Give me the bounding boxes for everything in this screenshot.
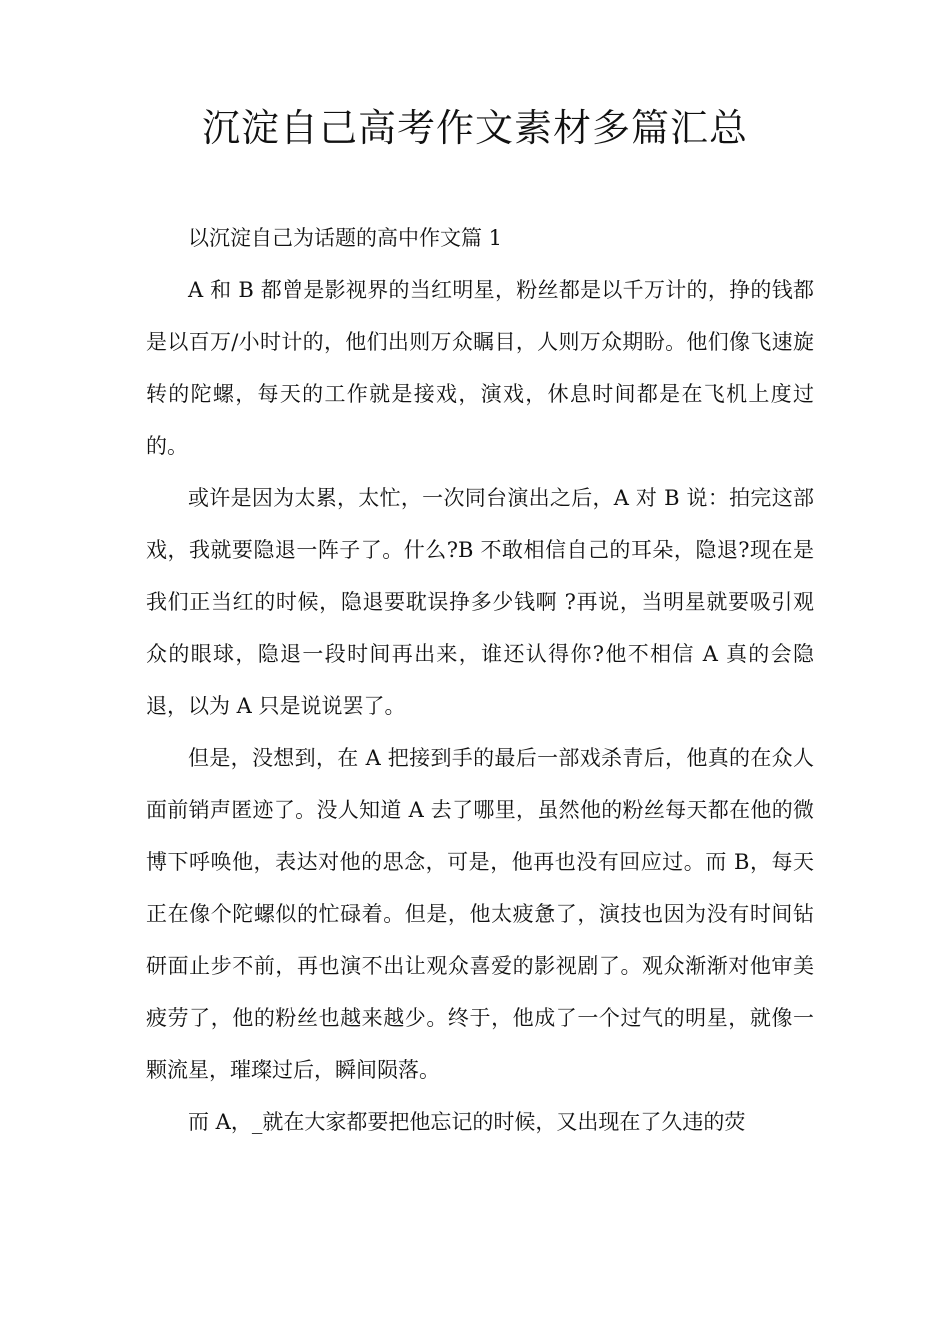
paragraph: 而 A，_就在大家都要把他忘记的时候，又出现在了久违的荧	[188, 1110, 746, 1134]
document-body	[146, 212, 814, 1148]
paragraph: 或许是因为太累，太忙，一次同台演出之后，A 对 B 说：拍完这部戏，我就要隐退一阵子了。什么?B 不敢相信自己的耳朵，隐退?现在是我们正当红的时候，隐退要耽误挣多少钱啊 ?再说，当明星就要吸引观众的眼球，隐退一段时间再出来，谁还认得你?他不相信 A 真的会隐退，以为 A 只是说说罢了。	[146, 486, 814, 718]
paragraph: 但是，没想到，在 A 把接到手的最后一部戏杀青后，他真的在众人面前销声匿迹了。没人知道 A 去了哪里，虽然他的粉丝每天都在他的微博下呼唤他，表达对他的思念，可是，他再也没有回应过。而 B，每天正在像个陀螺似的忙碌着。但是，他太疲惫了，演技也因为没有时间钻研面止步不前，再也演不出让观众喜爱的影视剧了。观众渐渐对他审美疲劳了，他的粉丝也越来越少。终于，他成了一个过气的明星，就像一颗流星，璀璨过后，瞬间陨落。	[146, 746, 814, 1082]
paragraph-heading: 以沉淀自己为话题的高中作文篇 1	[188, 226, 503, 250]
paragraph: A 和 B 都曾是影视界的当红明星，粉丝都是以千万计的，挣的钱都是以百万/小时计的，他们出则万众瞩目，人则万众期盼。他们像飞速旋转的陀螺，每天的工作就是接戏，演戏，休息时间都是在飞机上度过的。	[146, 278, 814, 458]
document-title: 沉淀自己高考作文素材多篇汇总	[201, 106, 748, 150]
